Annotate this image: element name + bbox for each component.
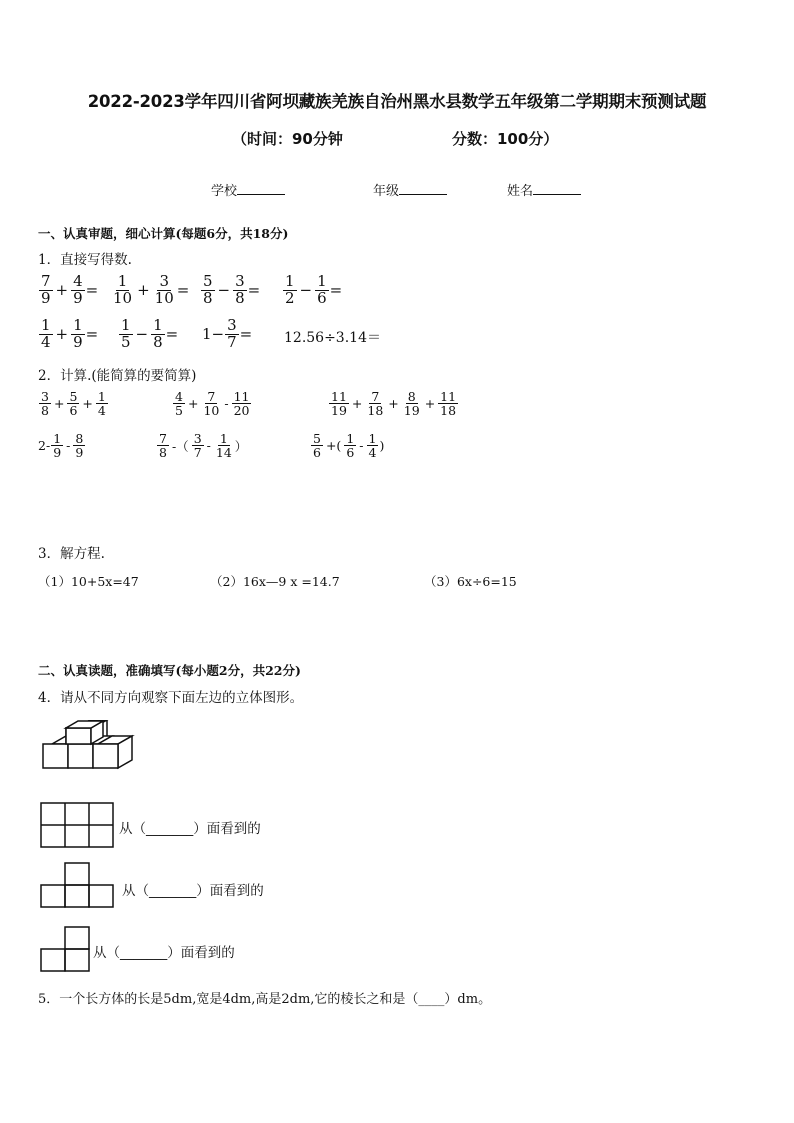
school-blank[interactable] xyxy=(237,181,285,195)
q2-expr-3: $\frac{11}{19}$ + $\frac{7}{18}$ + $\frac{8}{19}$ + $\frac{11}{18}$ xyxy=(331,389,457,419)
q2-expr-4: 2- $\frac{1}{9}$ - $\frac{8}{9}$ xyxy=(38,431,84,461)
q3-equation-3: （3）6x÷6=15 xyxy=(424,574,517,589)
q1-expr-5: $\frac{1}{4}$ + $\frac{1}{9}$ = xyxy=(41,316,99,351)
q1-expr-1: $\frac{7}{9}$ + $\frac{4}{9}$ = xyxy=(41,272,99,307)
section2-heading: 二、认真读题，准确填写(每小题2分，共22分) xyxy=(38,663,301,678)
view-t-shape xyxy=(40,862,116,910)
exam-score: 分数：100分） xyxy=(452,130,559,148)
exam-time: （时间：90分钟 xyxy=(232,130,343,148)
grade-blank[interactable] xyxy=(399,181,447,195)
view-grid-2x3 xyxy=(40,802,116,850)
q1-prompt: 1．直接写得数. xyxy=(38,252,132,268)
grade-label: 年级 xyxy=(373,184,400,199)
q3-equation-1: （1）10+5x=47 xyxy=(38,574,139,589)
view1-answer[interactable]: 从（_______）面看到的 xyxy=(119,821,261,837)
q1-expr-4: $\frac{1}{2}$ − $\frac{1}{6}$ = xyxy=(285,272,343,307)
q2-expr-6: $\frac{5}{6}$ +( $\frac{1}{6}$ - $\frac{1}{4}$ ) xyxy=(313,431,385,461)
q4-prompt: 4．请从不同方向观察下面左边的立体图形。 xyxy=(38,690,304,706)
name-label: 姓名 xyxy=(507,184,534,199)
school-label: 学校 xyxy=(211,184,238,199)
q2-prompt: 2．计算.(能简算的要简算) xyxy=(38,368,197,384)
q3-equation-2: （2）16x—9 x =14.7 xyxy=(210,574,340,589)
q1-expr-2: $\frac{1}{10}$ + $\frac{3}{10}$ = xyxy=(113,272,190,307)
q1-expr-7: 1− $\frac{3}{7}$ = xyxy=(202,316,253,351)
q3-prompt: 3．解方程. xyxy=(38,546,105,562)
q1-expr-3: $\frac{5}{8}$ − $\frac{3}{8}$ = xyxy=(203,272,261,307)
school-field[interactable] xyxy=(211,180,285,199)
name-blank[interactable] xyxy=(533,181,581,195)
view-l-shape xyxy=(40,926,92,974)
q1-expr-8: 12.56÷3.14＝ xyxy=(284,330,381,346)
grade-field[interactable] xyxy=(373,180,447,199)
view3-answer[interactable]: 从（_______）面看到的 xyxy=(93,945,235,961)
page-title: 2022-2023学年四川省阿坝藏族羌族自治州黑水县数学五年级第二学期期末预测试题 xyxy=(87,92,707,111)
q2-expr-1: $\frac{3}{8}$ + $\frac{5}{6}$ + $\frac{1}{4}$ xyxy=(41,389,106,419)
q5-prompt: 5．一个长方体的长是5dm,宽是4dm,高是2dm,它的棱长之和是（____）dm。 xyxy=(38,992,492,1007)
q2-expr-2: $\frac{4}{5}$ + $\frac{7}{10}$ - $\frac{11}{20}$ xyxy=(175,389,250,419)
view2-answer[interactable]: 从（_______）面看到的 xyxy=(122,883,264,899)
q2-expr-5: $\frac{7}{8}$ -（ $\frac{3}{7}$ - $\frac{1}{14}$ ） xyxy=(159,431,248,461)
section1-heading: 一、认真审题，细心计算(每题6分，共18分) xyxy=(38,226,289,241)
q1-expr-6: $\frac{1}{5}$ − $\frac{1}{8}$ = xyxy=(121,316,179,351)
cube-solid-figure xyxy=(40,720,136,780)
name-field[interactable] xyxy=(507,180,581,199)
